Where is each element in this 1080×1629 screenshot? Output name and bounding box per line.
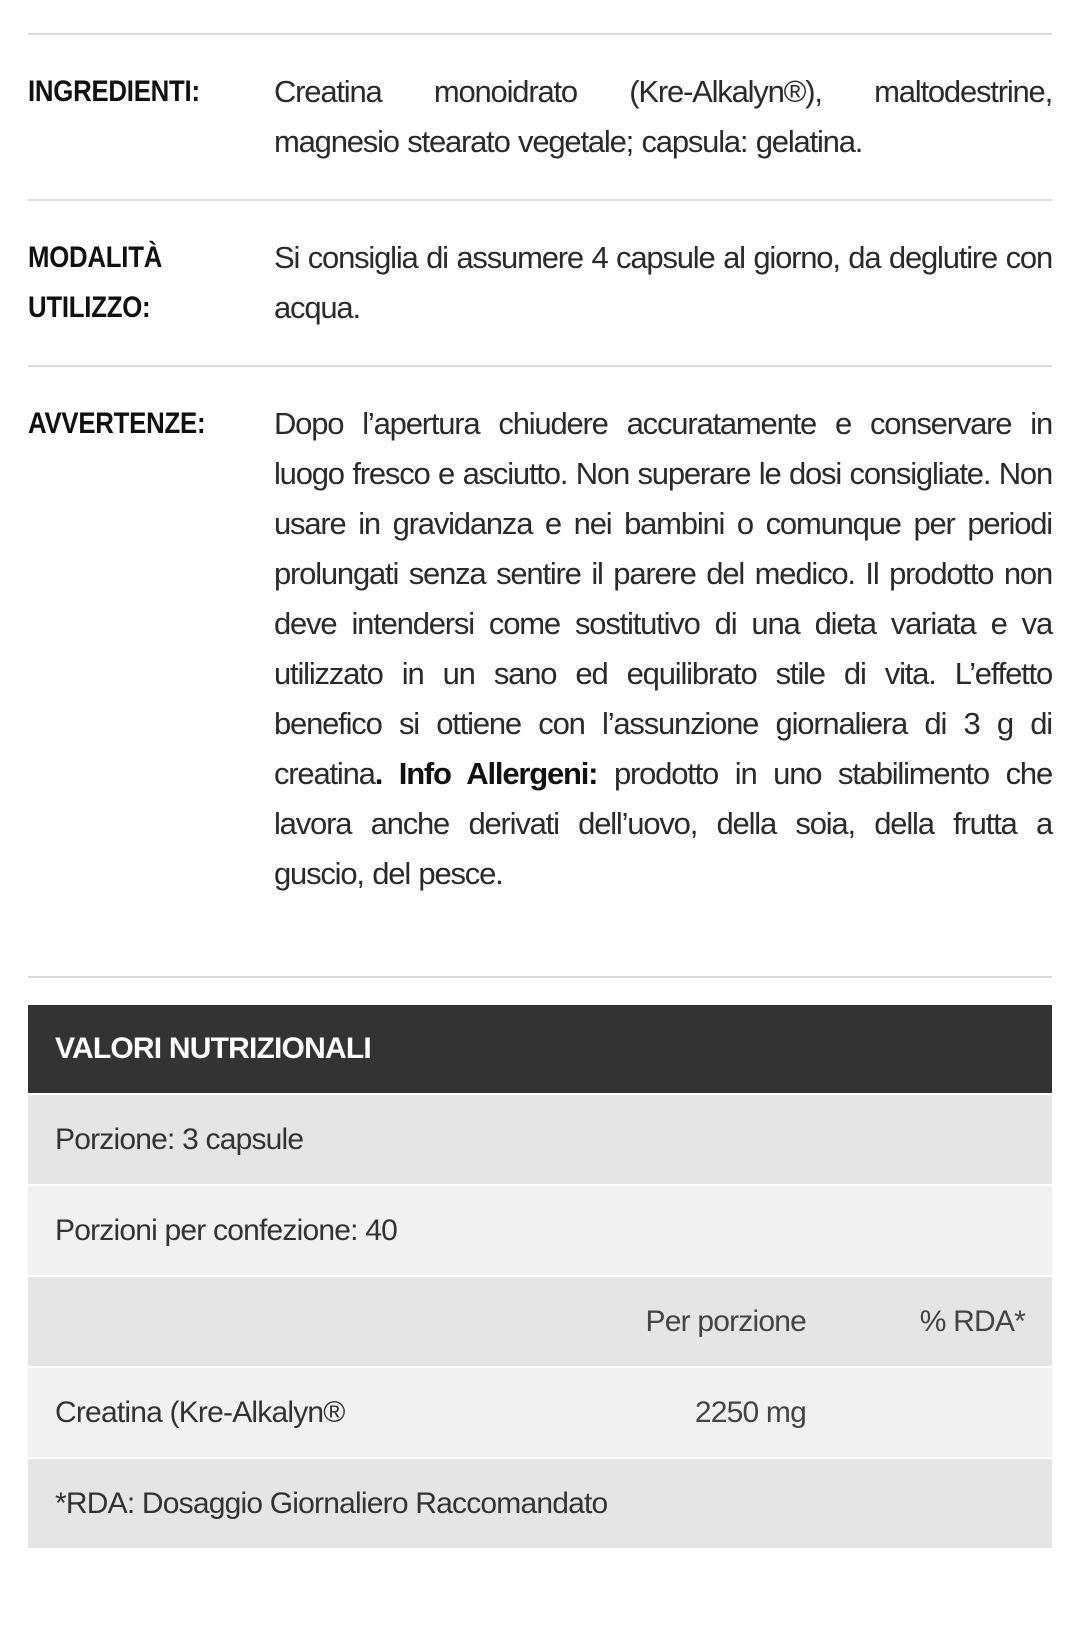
column-header-rda: % RDA* [919,1305,1025,1338]
column-header-per-serving: Per porzione [645,1305,806,1338]
nutrient-name: Creatina (Kre-Alkalyn® [55,1396,345,1429]
nutrient-per-serving: 2250 mg [694,1396,806,1429]
usage-label-line2: UTILIZZO: [28,291,151,324]
servings-per-pack: Porzioni per confezione: 40 [55,1214,397,1247]
divider [28,365,1052,367]
nutrition-table [28,1005,1052,1548]
divider [28,199,1052,201]
ingredients-text: Creatina monoidrato (Kre-Alkalyn®), maltodestrine, magnesio stearato vegetale; capsula: gelatina. [274,74,1052,159]
allergen-label: Info Allergeni: [398,756,598,791]
warnings-text [274,399,1052,899]
serving-size: Porzione: 3 capsule [55,1123,304,1156]
allergen-text: prodotto in uno stabilimento che lavora anche derivati dell’uovo, della soia, della frutta a guscio, del pesce. [274,756,1052,891]
usage-label-line1: MODALITÀ [28,241,163,274]
rda-footnote: *RDA: Dosaggio Giornaliero Raccomandato [55,1487,608,1520]
warnings-label: AVVERTENZE: [28,407,206,440]
servings-per-pack-row [28,1186,1052,1275]
table-row [28,1368,1052,1457]
warnings-body: Dopo l’apertura chiudere accuratamente e conservare in luogo fresco e asciutto. Non superare le dosi consigliate. Non usare in gravidanza e nei bambini o comunque per periodi prolungati senza sentire il parere del medico. Il prodotto non deve intendersi come sostitutivo di una dieta variata e va utilizzato in un sano ed equilibrato stile di vita. L’effetto benefico si ottiene con l’assunzione giornaliera di 3 g di creatina [274,406,1052,791]
divider [28,33,1052,35]
nutrition-table-title: VALORI NUTRIZIONALI [28,1005,1052,1093]
serving-size-row [28,1095,1052,1184]
column-header-row [28,1277,1052,1366]
usage-label [28,233,226,333]
footnote-row [28,1459,1052,1548]
divider [28,976,1052,978]
usage-text: Si consiglia di assumere 4 capsule al giorno, da deglutire con acqua. [274,240,1052,325]
ingredients-label: INGREDIENTI: [28,75,200,108]
warnings-period: . [374,756,383,791]
